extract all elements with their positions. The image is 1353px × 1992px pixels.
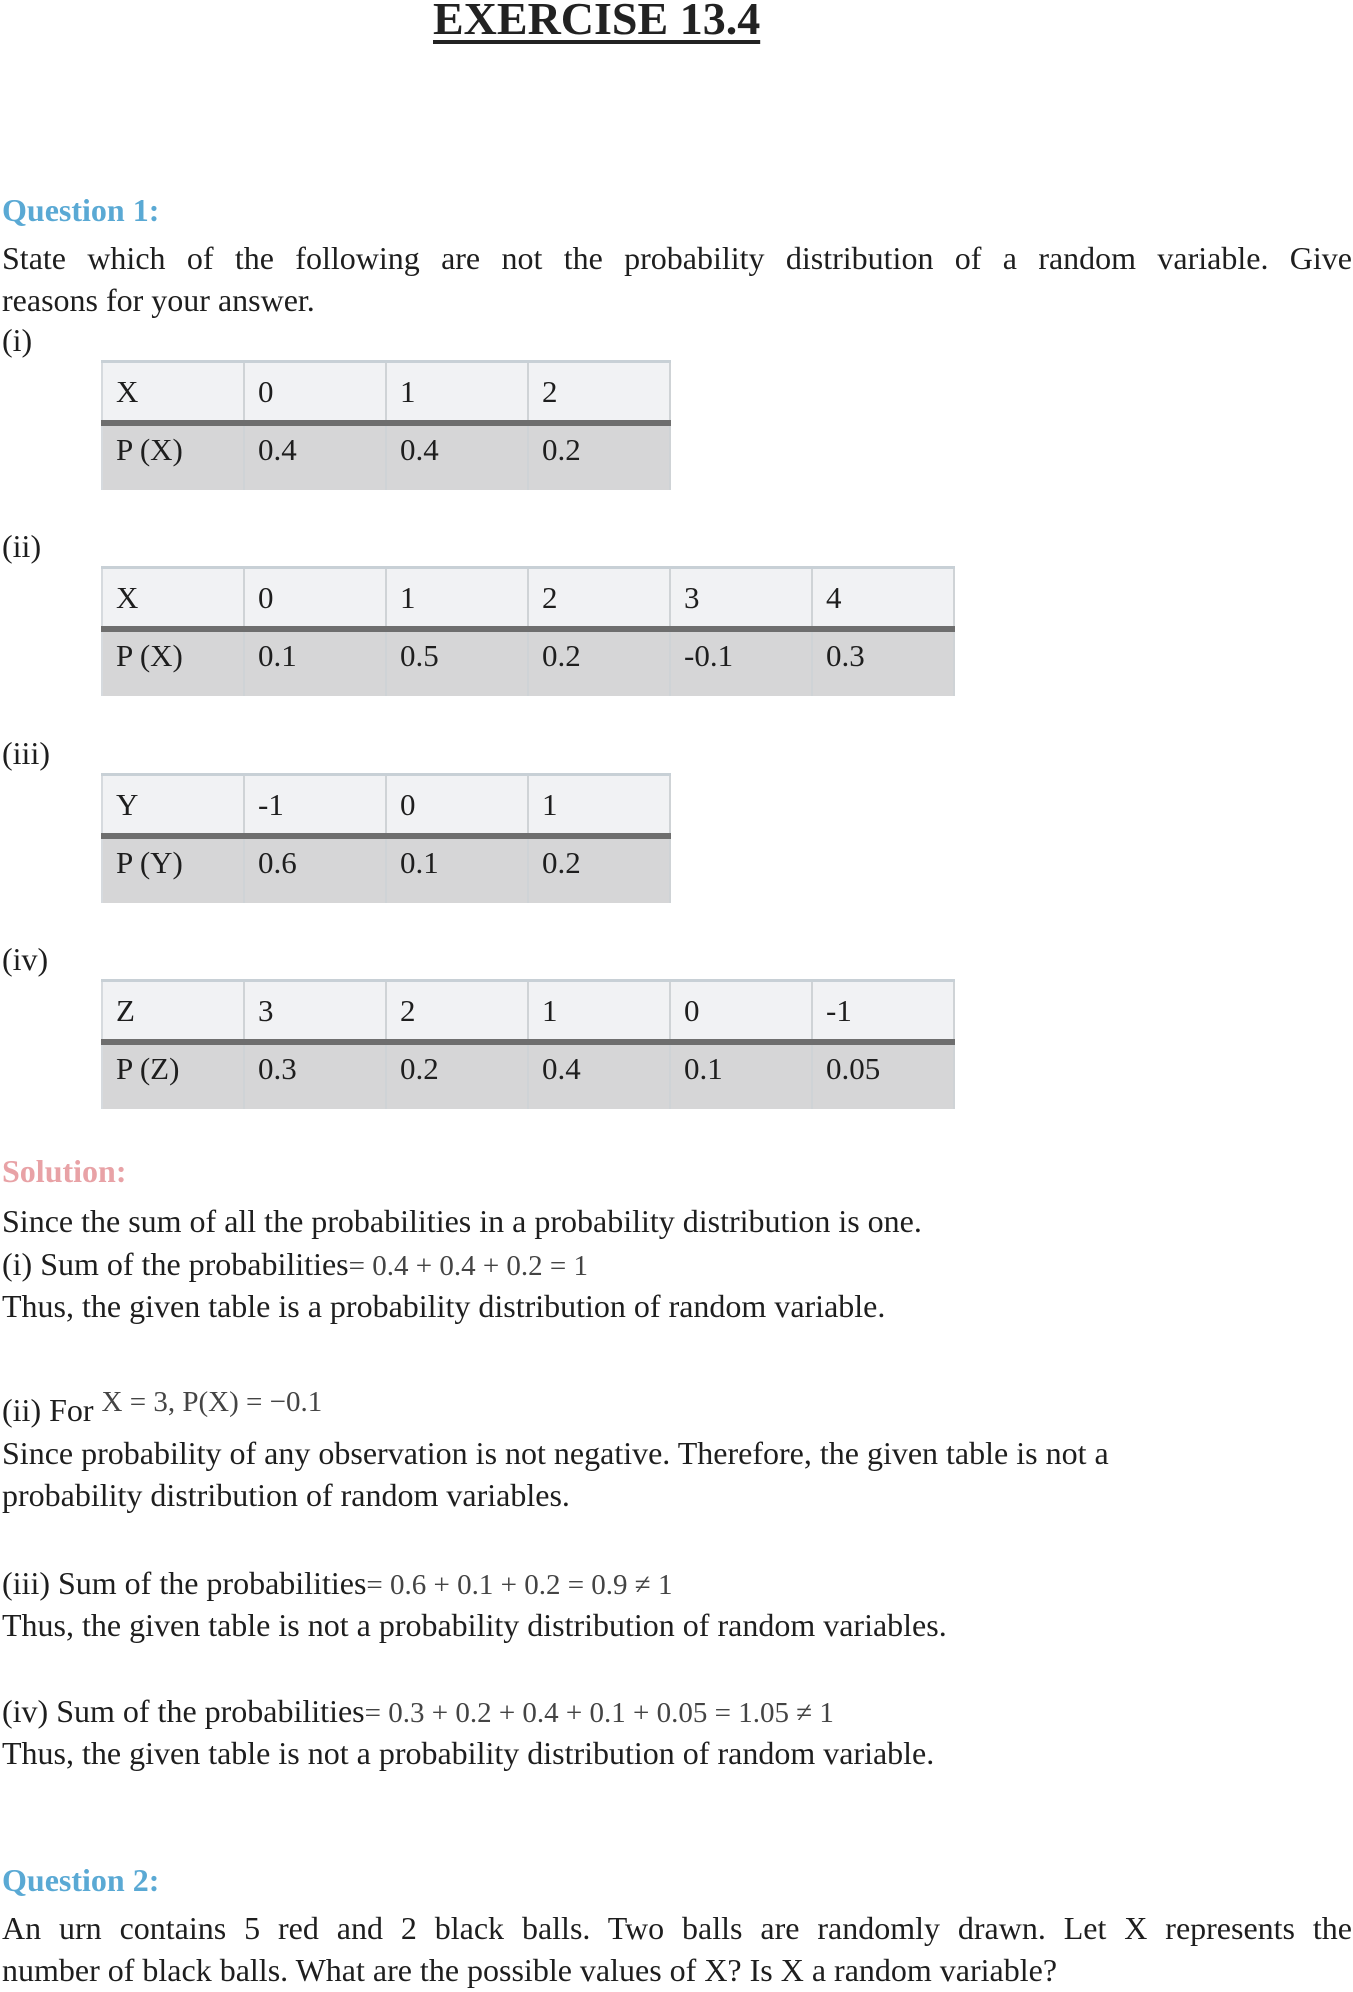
table-cell: 0.1 bbox=[244, 629, 386, 696]
solution-part-iii-conclusion: Thus, the given table is not a probability distribution of random variables. bbox=[2, 1607, 947, 1643]
table-header-var: X bbox=[102, 568, 244, 630]
solution-intro: Since the sum of all the probabilities in a probability distribution is one. bbox=[2, 1203, 922, 1239]
solution-part-iii-text: (iii) Sum of the probabilities bbox=[2, 1565, 367, 1601]
table-cell: 2 bbox=[528, 362, 670, 424]
solution-part-iv bbox=[2, 1690, 1352, 1734]
solution-part-i-text: (i) Sum of the probabilities bbox=[2, 1246, 349, 1282]
table-cell: -0.1 bbox=[670, 629, 812, 696]
table-i-label: (i) bbox=[2, 322, 33, 358]
table-cell: 2 bbox=[528, 568, 670, 630]
solution-heading: Solution: bbox=[2, 1153, 127, 1189]
table-header-var: Z bbox=[102, 981, 244, 1043]
table-ii bbox=[101, 566, 955, 696]
table-cell: 0.4 bbox=[386, 423, 528, 490]
table-cell: -1 bbox=[244, 775, 386, 837]
question-2-heading: Question 2: bbox=[2, 1862, 160, 1898]
table-iv bbox=[101, 979, 955, 1109]
table-cell: 0.2 bbox=[528, 423, 670, 490]
table-cell: 0.2 bbox=[528, 836, 670, 903]
table-cell: 0.2 bbox=[528, 629, 670, 696]
solution-part-i bbox=[2, 1243, 1352, 1287]
table-cell: 0 bbox=[244, 568, 386, 630]
table-cell: 2 bbox=[386, 981, 528, 1043]
table-cell: 3 bbox=[670, 568, 812, 630]
table-cell: 1 bbox=[386, 362, 528, 424]
table-cell: 0.3 bbox=[812, 629, 954, 696]
table-cell: 0.4 bbox=[244, 423, 386, 490]
table-cell: 1 bbox=[528, 981, 670, 1043]
question-2-text-line1: An urn contains 5 red and 2 black balls. Two balls are randomly drawn. Let X represents the bbox=[2, 1910, 1352, 1946]
table-iii-label: (iii) bbox=[2, 735, 50, 771]
table-cell: -1 bbox=[812, 981, 954, 1043]
solution-part-ii-conclusion-line2: probability distribution of random variables. bbox=[2, 1477, 570, 1513]
table-iii bbox=[101, 773, 671, 903]
table-cell: 1 bbox=[528, 775, 670, 837]
question-2-text-line2: number of black balls. What are the possible values of X? Is X a random variable? bbox=[2, 1952, 1058, 1988]
table-cell: 0.4 bbox=[528, 1042, 670, 1109]
table-cell: 0.1 bbox=[386, 836, 528, 903]
table-ii-label: (ii) bbox=[2, 528, 42, 564]
table-cell: 1 bbox=[386, 568, 528, 630]
table-cell: 3 bbox=[244, 981, 386, 1043]
table-header-prob: P (X) bbox=[102, 629, 244, 696]
table-header-var: Y bbox=[102, 775, 244, 837]
solution-part-ii-conclusion-line1: Since probability of any observation is not negative. Therefore, the given table is not a bbox=[2, 1435, 1109, 1471]
table-cell: 0.05 bbox=[812, 1042, 954, 1109]
table-i bbox=[101, 360, 671, 490]
table-cell: 0.3 bbox=[244, 1042, 386, 1109]
question-1-text-line1: State which of the following are not the probability distribution of a random variable. Give bbox=[2, 240, 1352, 276]
table-header-prob: P (Y) bbox=[102, 836, 244, 903]
table-cell: 4 bbox=[812, 568, 954, 630]
table-header-var: X bbox=[102, 362, 244, 424]
solution-part-iv-text: (iv) Sum of the probabilities bbox=[2, 1693, 365, 1729]
solution-part-iv-math: = 0.3 + 0.2 + 0.4 + 0.1 + 0.05 = 1.05 ≠ 1 bbox=[364, 1697, 834, 1729]
solution-part-iii-math: = 0.6 + 0.1 + 0.2 = 0.9 ≠ 1 bbox=[366, 1569, 673, 1601]
table-cell: 0.5 bbox=[386, 629, 528, 696]
solution-part-ii-math: X = 3, P(X) = −0.1 bbox=[101, 1386, 323, 1418]
table-cell: 0 bbox=[244, 362, 386, 424]
table-cell: 0.1 bbox=[670, 1042, 812, 1109]
table-cell: 0 bbox=[386, 775, 528, 837]
page-title: EXERCISE 13.4 bbox=[433, 0, 761, 44]
solution-part-iii bbox=[2, 1562, 1352, 1606]
question-1-text-line2: reasons for your answer. bbox=[2, 282, 315, 318]
solution-part-iv-conclusion: Thus, the given table is not a probability distribution of random variable. bbox=[2, 1735, 935, 1771]
solution-part-ii-text: (ii) For bbox=[2, 1392, 94, 1428]
question-1-heading: Question 1: bbox=[2, 192, 160, 228]
table-header-prob: P (Z) bbox=[102, 1042, 244, 1109]
table-iv-label: (iv) bbox=[2, 941, 49, 977]
table-header-prob: P (X) bbox=[102, 423, 244, 490]
solution-part-i-conclusion: Thus, the given table is a probability distribution of random variable. bbox=[2, 1288, 886, 1324]
solution-part-ii bbox=[2, 1386, 1352, 1433]
table-cell: 0 bbox=[670, 981, 812, 1043]
solution-part-i-math: = 0.4 + 0.4 + 0.2 = 1 bbox=[348, 1250, 589, 1282]
table-cell: 0.6 bbox=[244, 836, 386, 903]
table-cell: 0.2 bbox=[386, 1042, 528, 1109]
